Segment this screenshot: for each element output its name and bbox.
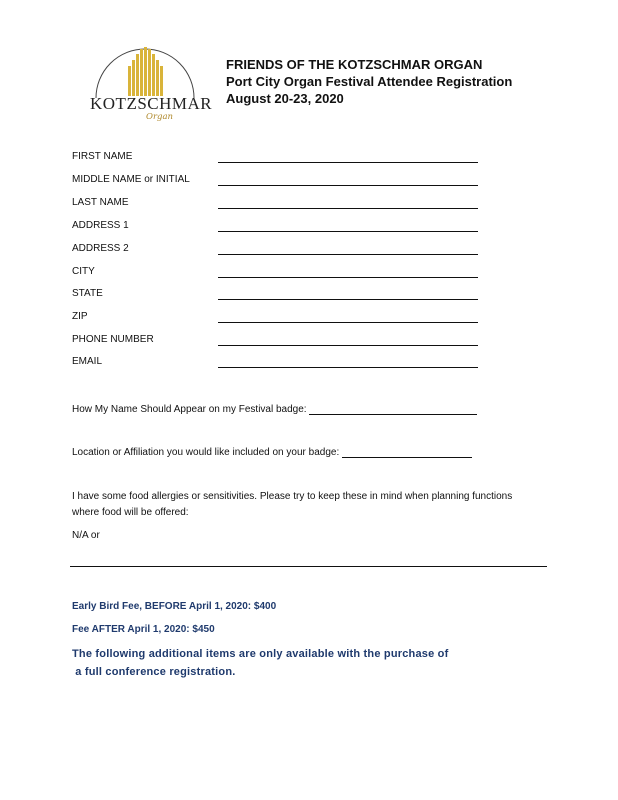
badge-affiliation-input[interactable] bbox=[342, 447, 472, 458]
first-name-input[interactable] bbox=[218, 162, 478, 163]
allergies-text-2: where food will be offered: bbox=[72, 507, 189, 518]
logo-wordmark: KOTZSCHMAR bbox=[90, 94, 213, 113]
field-label: LAST NAME bbox=[72, 197, 129, 208]
phone-input[interactable] bbox=[218, 345, 478, 346]
field-label: ZIP bbox=[72, 311, 88, 322]
field-last-name bbox=[72, 197, 492, 211]
note-line-1: The following additional items are only available with the purchase of bbox=[72, 648, 449, 660]
field-label: STATE bbox=[72, 288, 103, 299]
field-middle-name bbox=[72, 174, 492, 188]
early-bird-fee: Early Bird Fee, BEFORE April 1, 2020: $400 bbox=[72, 601, 277, 612]
badge-name-label: How My Name Should Appear on my Festival badge: bbox=[72, 404, 307, 415]
field-label: ADDRESS 2 bbox=[72, 243, 129, 254]
field-city bbox=[72, 266, 492, 280]
field-phone bbox=[72, 334, 492, 348]
badge-affiliation-label: Location or Affiliation you would like included on your badge: bbox=[72, 447, 340, 458]
field-email bbox=[72, 356, 492, 370]
field-address-2 bbox=[72, 243, 492, 257]
badge-affiliation-row bbox=[72, 447, 472, 458]
field-label: MIDDLE NAME or INITIAL bbox=[72, 174, 190, 185]
field-first-name bbox=[72, 151, 492, 165]
last-name-input[interactable] bbox=[218, 208, 478, 209]
badge-name-row bbox=[72, 404, 477, 415]
note-line-2: a full conference registration. bbox=[72, 666, 236, 678]
allergies-na-label: N/A or bbox=[72, 530, 100, 541]
field-zip bbox=[72, 311, 492, 325]
zip-input[interactable] bbox=[218, 322, 478, 323]
additional-items-note bbox=[72, 645, 448, 681]
event-dates: August 20-23, 2020 bbox=[226, 91, 344, 106]
address-2-input[interactable] bbox=[218, 254, 478, 255]
field-label: CITY bbox=[72, 266, 95, 277]
field-state bbox=[72, 288, 492, 302]
email-input[interactable] bbox=[218, 367, 478, 368]
late-fee: Fee AFTER April 1, 2020: $450 bbox=[72, 624, 215, 635]
middle-name-input[interactable] bbox=[218, 185, 478, 186]
city-input[interactable] bbox=[218, 277, 478, 278]
address-1-input[interactable] bbox=[218, 231, 478, 232]
logo-script: Organ bbox=[146, 112, 174, 122]
form-title: Port City Organ Festival Attendee Registration bbox=[226, 74, 513, 89]
form-header bbox=[226, 56, 512, 107]
organ-pipes-icon bbox=[90, 40, 200, 100]
badge-name-input[interactable] bbox=[309, 404, 477, 415]
field-label: FIRST NAME bbox=[72, 151, 133, 162]
field-address-1 bbox=[72, 220, 492, 234]
field-label: PHONE NUMBER bbox=[72, 334, 154, 345]
kotzschmar-logo bbox=[90, 40, 213, 132]
state-input[interactable] bbox=[218, 299, 478, 300]
org-name: FRIENDS OF THE KOTZSCHMAR ORGAN bbox=[226, 57, 483, 72]
field-label: ADDRESS 1 bbox=[72, 220, 129, 231]
field-label: EMAIL bbox=[72, 356, 103, 367]
allergies-input[interactable] bbox=[70, 566, 547, 567]
allergies-text-1: I have some food allergies or sensitivities. Please try to keep these in mind when planning functions bbox=[72, 491, 513, 502]
